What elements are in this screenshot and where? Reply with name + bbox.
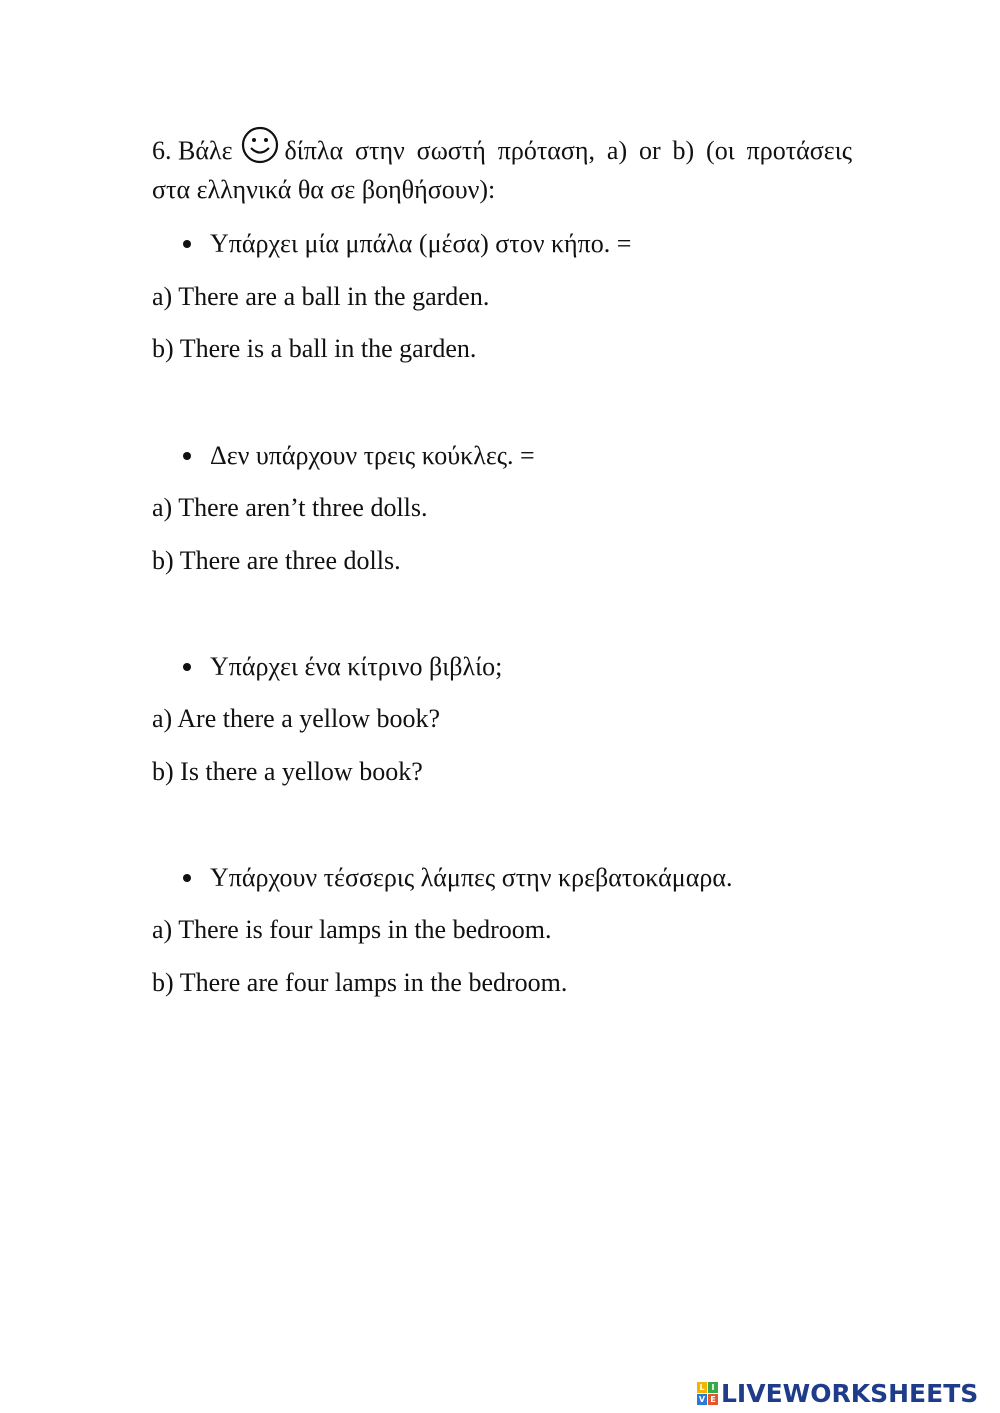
instruction-line-1	[152, 132, 852, 170]
liveworksheets-logo	[697, 1378, 978, 1408]
instruction-prefix: 6. Βάλε	[152, 136, 233, 165]
question-2-option-b[interactable]: b) There are three dolls.	[152, 546, 401, 575]
bullet-icon	[183, 663, 191, 671]
smiley-face-icon	[241, 126, 279, 164]
question-1-option-b[interactable]: b) There is a ball in the garden.	[152, 334, 477, 363]
question-2-option-a[interactable]: a) There aren’t three dolls.	[152, 493, 428, 522]
logo-mark-e: E	[708, 1394, 718, 1405]
question-3-option-a[interactable]: a) Are there a yellow book?	[152, 704, 441, 733]
question-1-option-a[interactable]: a) There are a ball in the garden.	[152, 282, 490, 311]
logo-mark-i: I	[708, 1382, 718, 1393]
question-4-option-b[interactable]: b) There are four lamps in the bedroom.	[152, 968, 568, 997]
question-3-greek	[183, 651, 502, 683]
question-4-greek-text: Υπάρχουν τέσσερις λάμπες στην κρεβατοκάμαρα.	[210, 863, 733, 892]
bullet-icon	[183, 874, 191, 882]
logo-mark-l: L	[697, 1382, 707, 1393]
bullet-icon	[183, 452, 191, 460]
question-4-option-a[interactable]: a) There is four lamps in the bedroom.	[152, 915, 552, 944]
logo-mark-v: V	[698, 1394, 706, 1404]
question-2-greek-text: Δεν υπάρχουν τρεις κούκλες. =	[210, 441, 535, 470]
liveworksheets-logo-text: LIVEWORKSHEETS	[721, 1378, 979, 1408]
question-4-greek	[183, 862, 732, 894]
liveworksheets-logo-mark-icon	[697, 1382, 718, 1405]
instruction-suffix: δίπλα στην σωστή πρόταση, a) or b) (οι προτάσεις	[284, 136, 852, 165]
question-3-greek-text: Υπάρχει ένα κίτρινο βιβλίο;	[210, 652, 503, 681]
question-2-greek	[183, 440, 535, 472]
instruction-line-2: στα ελληνικά θα σε βοηθήσουν):	[152, 175, 496, 204]
question-1-greek-text: Υπάρχει μία μπάλα (μέσα) στον κήπο. =	[210, 229, 632, 258]
bullet-icon	[183, 240, 191, 248]
question-1-greek	[183, 228, 631, 260]
question-3-option-b[interactable]: b) Is there a yellow book?	[152, 757, 423, 786]
